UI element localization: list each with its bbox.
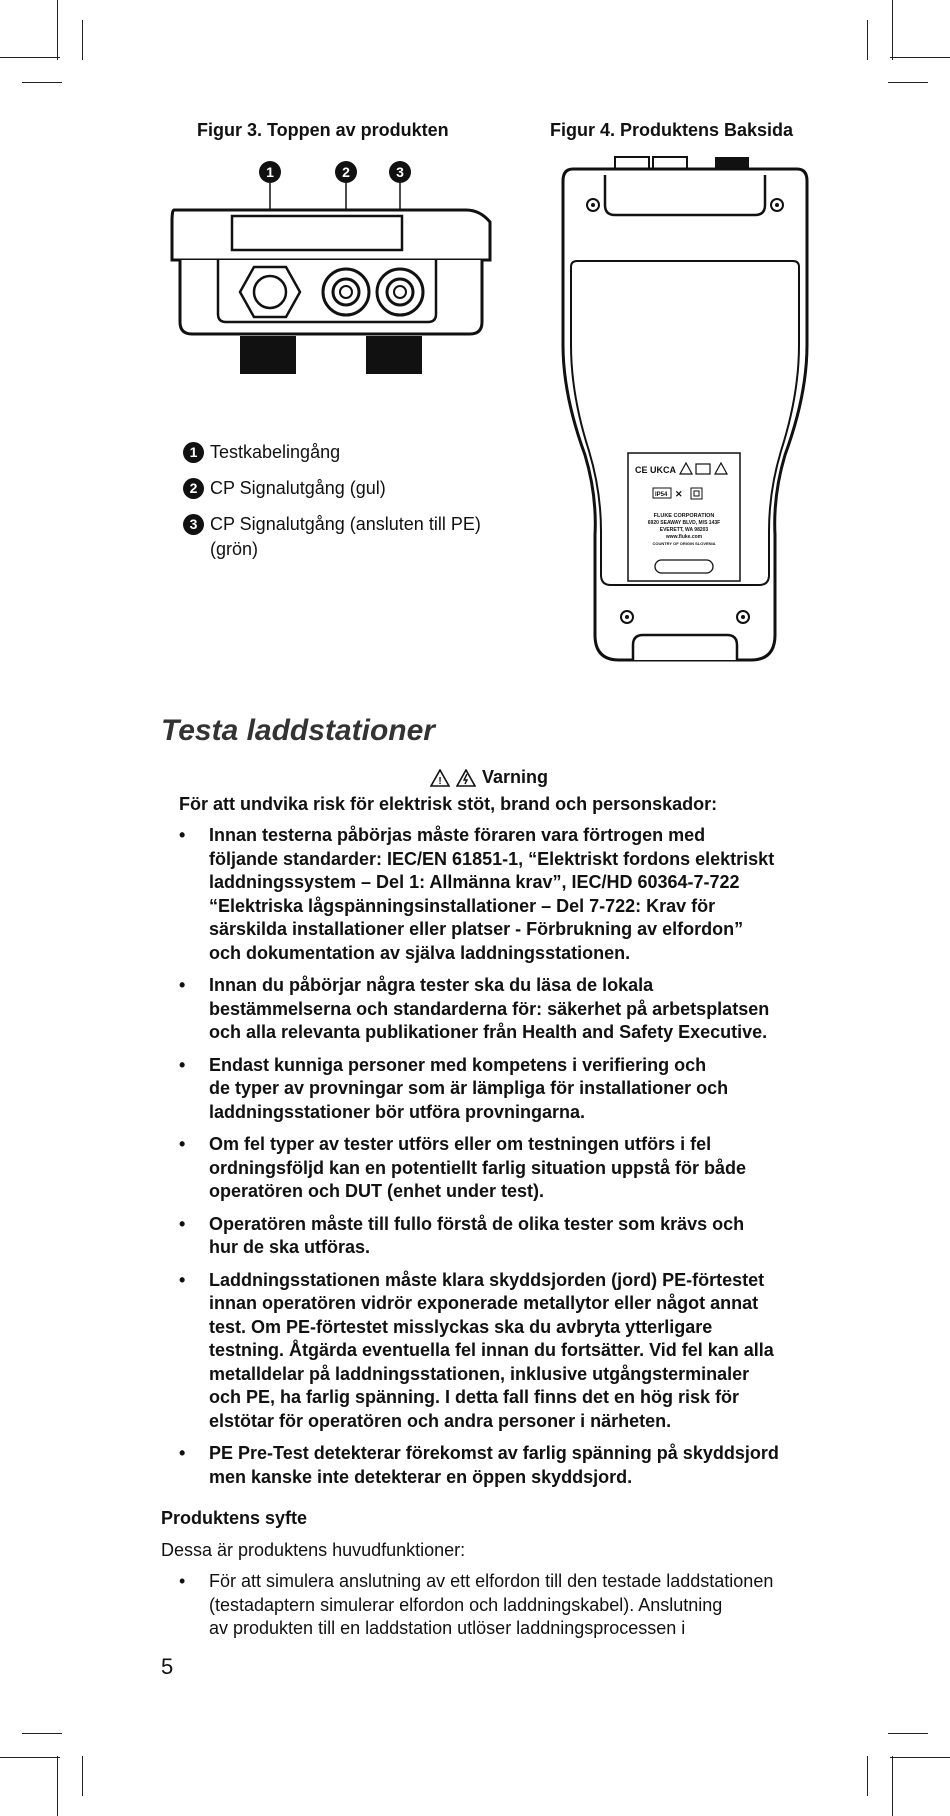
bullet-line: För att simulera anslutning av ett elfordon till den testade laddstationen xyxy=(209,1571,774,1591)
svg-text:✕: ✕ xyxy=(675,489,683,499)
purpose-list xyxy=(179,1570,859,1650)
warning-list xyxy=(179,824,839,1498)
electric-warning-icon xyxy=(456,769,476,787)
crop-mark xyxy=(867,20,868,60)
legend-text: CP Signalutgång (gul) xyxy=(210,478,386,498)
bullet-line: “Elektriska lågspänningsinstallationer – Del 7-722: Krav för xyxy=(209,895,716,916)
bullet-line: Om fel typer av tester utförs eller om testningen utförs i fel xyxy=(209,1134,712,1154)
label-plate-company: FLUKE CORPORATION xyxy=(653,513,715,519)
warning-bullet xyxy=(179,1269,839,1434)
bullet-line: testning. Åtgärda eventuella fel innan du fortsätter. Vid fel kan alla xyxy=(209,1340,774,1360)
warning-intro: För att undvika risk för elektrisk stöt, brand och personskador: xyxy=(179,794,718,814)
warning-bullet xyxy=(179,1213,839,1260)
warning-bullet xyxy=(179,1133,839,1204)
section-title: Testa laddstationer xyxy=(161,714,435,747)
crop-mark xyxy=(0,57,60,58)
bullet-line: ordningsföljd kan en potentiellt farlig situation uppstå för både xyxy=(209,1157,747,1178)
bullet-line: de typer av provningar som är lämpliga för installationer och xyxy=(209,1078,729,1098)
bullet-line: PE Pre-Test detekterar förekomst av farlig spänning på skyddsjord xyxy=(209,1443,779,1463)
purpose-heading: Produktens syfte xyxy=(161,1508,308,1528)
crop-mark xyxy=(82,20,83,60)
warning-bullet xyxy=(179,824,839,965)
bullet-line: följande standarder: IEC/EN 61851-1, “Elektriskt fordons elektriskt xyxy=(209,848,775,869)
warning-label: Varning xyxy=(482,767,549,787)
bullet-line: och PE, ha farlig spänning. I detta fall finns det en hög risk för xyxy=(209,1387,740,1407)
figure-3-product-top-illustration xyxy=(160,152,500,377)
crop-mark xyxy=(867,1756,868,1796)
bullet-line: Innan testerna påbörjas måste föraren vara förtrogen med xyxy=(209,825,706,845)
purpose-intro: Dessa är produktens huvudfunktioner: xyxy=(161,1540,466,1560)
bullet-line: Laddningsstationen måste klara skyddsjorden (jord) PE-förtestet xyxy=(209,1269,765,1290)
label-plate-web: www.fluke.com xyxy=(665,534,703,540)
crop-mark xyxy=(888,1733,928,1734)
legend-number-badge: 3 xyxy=(183,514,204,535)
figure-3-caption: Figur 3. Toppen av produkten xyxy=(197,120,449,140)
legend-item xyxy=(183,440,523,465)
bullet-line: Innan du påbörjar några tester ska du läsa de lokala xyxy=(209,975,654,995)
bullet-line: operatören och DUT (enhet under test). xyxy=(209,1181,545,1201)
bullet-line: men kanske inte detekterar en öppen skyddsjord. xyxy=(209,1466,633,1487)
legend-text: Testkabelingång xyxy=(210,442,341,462)
bullet-line: (testadaptern simulerar elfordon och laddningskabel). Anslutning xyxy=(209,1594,723,1615)
crop-mark xyxy=(890,57,950,58)
legend-item xyxy=(183,476,523,501)
warning-icon xyxy=(430,769,450,787)
crop-mark xyxy=(82,1756,83,1796)
crop-mark xyxy=(0,1757,60,1758)
label-plate-ip: IP54 xyxy=(655,492,668,498)
label-plate-symbols: CE UKCA xyxy=(635,465,677,475)
legend-number-badge: 2 xyxy=(183,478,204,499)
bullet-line: särskilda installationer eller platser - Förbrukning av elfordon” xyxy=(209,919,744,939)
bullet-line: laddningsstationer bör utföra provningarna. xyxy=(209,1101,586,1122)
bullet-line: elstötar för operatören och andra personer i närheten. xyxy=(209,1410,672,1431)
bullet-line: metalldelar på laddningsstationen, inklusive utgångsterminaler xyxy=(209,1363,750,1384)
warning-header xyxy=(430,767,548,788)
bullet-line: och dokumentation av själva laddningsstationen. xyxy=(209,942,631,963)
bullet-line: och alla relevanta publikationer från Health and Safety Executive. xyxy=(209,1022,768,1042)
figure-4-caption: Figur 4. Produktens Baksida xyxy=(550,120,794,140)
fig3-marker-3: 3 xyxy=(396,164,404,180)
warning-bullet xyxy=(179,1054,839,1125)
bullet-line: Operatören måste till fullo förstå de olika tester som krävs och xyxy=(209,1213,745,1234)
label-plate-origin: COUNTRY OF ORIGIN SLOVENIA xyxy=(652,541,716,546)
figure-legend xyxy=(183,440,523,562)
legend-text-cont: (grön) xyxy=(210,539,259,559)
fig3-marker-1: 1 xyxy=(266,164,274,180)
label-plate-address2: EVERETT, WA 98203 xyxy=(659,527,709,533)
crop-mark xyxy=(57,0,58,60)
legend-item xyxy=(183,512,523,562)
warning-bullet xyxy=(179,1442,839,1489)
crop-mark xyxy=(890,1757,950,1758)
crop-mark xyxy=(22,82,62,83)
bullet-line: bestämmelserna och standarderna för: säkerhet på arbetsplatsen xyxy=(209,998,770,1019)
crop-mark xyxy=(888,82,928,83)
page-number: 5 xyxy=(161,1654,174,1679)
bullet-line: innan operatören vidrör exponerade metallytor eller något annat xyxy=(209,1293,759,1313)
bullet-line: test. Om PE-förtestet misslyckas ska du avbryta ytterligare xyxy=(209,1316,713,1337)
fig3-marker-2: 2 xyxy=(342,164,350,180)
crop-mark xyxy=(57,1756,58,1816)
crop-mark xyxy=(892,0,893,60)
crop-mark xyxy=(892,1756,893,1816)
bullet-line: Endast kunniga personer med kompetens i verifiering och xyxy=(209,1054,707,1075)
legend-number-badge: 1 xyxy=(183,442,204,463)
bullet-line: hur de ska utföras. xyxy=(209,1237,371,1257)
bullet-line: av produkten till en laddstation utlöser laddningsprocessen i xyxy=(209,1618,686,1638)
label-plate-address1: 6920 SEAWAY BLVD, M/S 143F xyxy=(647,520,721,526)
warning-bullet xyxy=(179,974,839,1045)
bullet-line: laddningssystem – Del 1: Allmänna krav”, IEC/HD 60364-7-722 xyxy=(209,872,740,892)
figure-4-product-back-illustration xyxy=(555,155,815,665)
svg-text:!: ! xyxy=(438,775,442,787)
crop-mark xyxy=(22,1733,62,1734)
legend-text: CP Signalutgång (ansluten till PE) xyxy=(210,514,481,534)
purpose-bullet xyxy=(179,1570,859,1641)
